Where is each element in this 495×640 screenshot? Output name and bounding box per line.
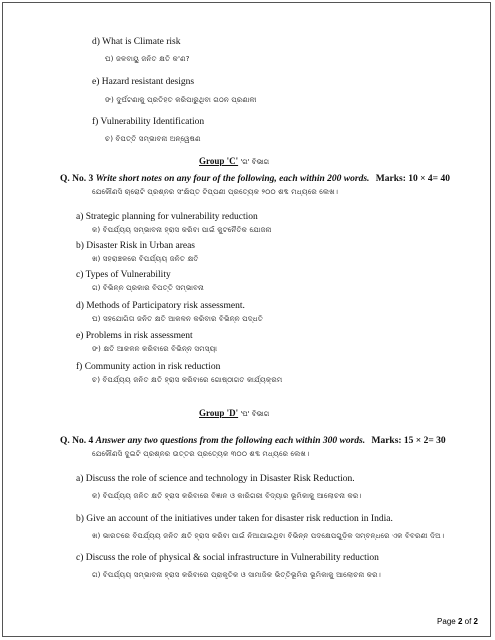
page-total: 2: [473, 617, 478, 626]
q4-header: [60, 436, 446, 446]
q4-item-a-en: a) Discuss the role of science and technology in Disaster Risk Reduction.: [76, 474, 355, 484]
q3-item-b-en: b) Disaster Risk in Urban areas: [76, 241, 195, 251]
q4-instruction: Answer any two questions from the following each within 300 words.: [95, 436, 366, 446]
q3-odia-instruction: ଯେକୌଣସି ଚାରୋଟି ପ୍ରଶ୍ନର ସଂକ୍ଷିପ୍ତ ଟିପ୍ପଣୀ ପ୍ରତ୍ୟେକ ୨୦୦ ଶବ୍ଦ ମଧ୍ୟରେ ଲେଖ।: [92, 187, 339, 196]
q3-item-e-od: ଙ) କ୍ଷତି ଆକଳନ କରିବାରେ ବିଭିନ୍ନ ସମସ୍ୟା: [92, 344, 218, 353]
group-d-label: Group 'D': [199, 408, 239, 418]
item-c-f-en: f) Vulnerability Identification: [92, 117, 205, 127]
item-c-e-od: ଙ) ଦୁର୍ଘଟଣାକୁ ପ୍ରତିହତ କରିପାରୁଥିବା ଗଠନ ପ୍ରଣାଳୀ: [105, 95, 257, 104]
item-c-d-od: ଘ) ଜଳବାୟୁ ଜନିତ କ୍ଷତି କ'ଣ?: [105, 54, 190, 63]
item-c-f-od: ଚ) ବିପତ୍ତି ସମ୍ଭାବନା ଅନ୍ୱେଷଣ: [105, 134, 201, 143]
group-c-heading: [199, 156, 269, 167]
q3-item-c-od: ଗ) ବିଭିନ୍ନ ପ୍ରକାର ବିପତ୍ତି ସମ୍ଭାବନା: [92, 283, 205, 292]
q3-item-f-od: ଚ) ବିପର୍ଯ୍ୟୟ ଜନିତ କ୍ଷତି ହ୍ରାସ କରିବାରେ ଗୋଷ୍ଠୀଗତ କାର୍ଯ୍ୟକ୍ରମ: [92, 375, 283, 384]
q3-item-d-od: ଘ) ସହଯୋଗିତା ଜନିତ କ୍ଷତି ଆକଳନ କରିବାର ବିଭିନ୍ନ ପଦ୍ଧତି: [92, 314, 263, 323]
q3-item-f-en: f) Community action in risk reduction: [76, 362, 221, 372]
q3-item-e-en: e) Problems in risk assessment: [76, 331, 193, 341]
q4-number: Q. No. 4: [60, 436, 94, 446]
page-number: [437, 617, 478, 626]
page-current: 2: [457, 617, 463, 626]
page-of: of: [464, 617, 472, 626]
exam-page: [2, 2, 491, 637]
q4-item-b-en: b) Give an account of the initiatives under taken for disaster risk reduction in India.: [76, 514, 393, 524]
group-d-heading: [199, 408, 269, 419]
q3-header: [60, 174, 450, 184]
q4-marks: Marks: 15 × 2= 30: [371, 436, 446, 446]
q3-item-a-od: କ) ବିପର୍ଯ୍ୟୟ ସମ୍ଭାବନା ହ୍ରାସ କରିବା ପାଇଁ କୁଟନୈତିକ ଯୋଜନା: [92, 225, 272, 234]
q4-item-c-od: ଗ) ବିପର୍ଯ୍ୟୟ ସମ୍ଭାବନା ହ୍ରାସ କରିବାରେ ପ୍ରାକୃତିକ ଓ ସାମାଜିକ ଭିତ୍ତିଭୂମିର ଭୂମିକାକୁ ଆଲୋଚନା କର।: [92, 570, 381, 579]
q4-item-a-od: କ) ବିପର୍ଯ୍ୟୟ ଜନିତ କ୍ଷତି ହ୍ରାସ କରିବାରେ ବିଜ୍ଞାନ ଓ କାରିଗରୀ ବିଦ୍ୟାର ଭୂମିକାକୁ ଆଲୋଚନା କର।: [92, 491, 362, 500]
q4-odia-instruction: ଯେକୌଣସି ଦୁଇଟି ପ୍ରଶ୍ନର ଉତ୍ତର ପ୍ରତ୍ୟେକ ୩୦୦ ଶବ୍ଦ ମଧ୍ୟରେ ଲେଖ।: [92, 449, 310, 458]
q3-item-c-en: c) Types of Vulnerability: [76, 270, 171, 280]
group-d-odia: 'ଘ' ବିଭାଗ: [240, 410, 270, 418]
q3-instruction: Write short notes on any four of the following, each within 200 words.: [95, 174, 370, 184]
q3-item-a-en: a) Strategic planning for vulnerability reduction: [76, 212, 258, 222]
q3-number: Q. No. 3: [60, 174, 94, 184]
q3-item-d-en: d) Methods of Participatory risk assessment.: [76, 301, 245, 311]
q3-item-b-od: ଖ) ସହରାଞ୍ଚଳରେ ବିପର୍ଯ୍ୟୟ ଜନିତ କ୍ଷତି: [92, 254, 199, 263]
page-label: Page: [437, 617, 456, 626]
group-c-odia: 'ଗ' ବିଭାଗ: [240, 158, 270, 166]
q3-marks: Marks: 10 × 4= 40: [375, 174, 450, 184]
group-c-label: Group 'C': [199, 156, 239, 166]
q4-item-c-en: c) Discuss the role of physical & social infrastructure in Vulnerability reduction: [76, 553, 379, 563]
item-c-e-en: e) Hazard resistant designs: [92, 77, 195, 87]
q4-item-b-od: ଖ) ଭାରତରେ ବିପର୍ଯ୍ୟୟ ଜନିତ କ୍ଷତି ହ୍ରାସ କରିବା ପାଇଁ ନିଆଯାଇଥିବା ବିଭିନ୍ନ ପଦକ୍ଷେପଗୁଡ଼ିକ ସମ୍ବନ୍ଧରେ ଏକ ବିବରଣୀ ଦିଅ।: [92, 531, 445, 540]
item-c-d-en: d) What is Climate risk: [92, 37, 181, 47]
